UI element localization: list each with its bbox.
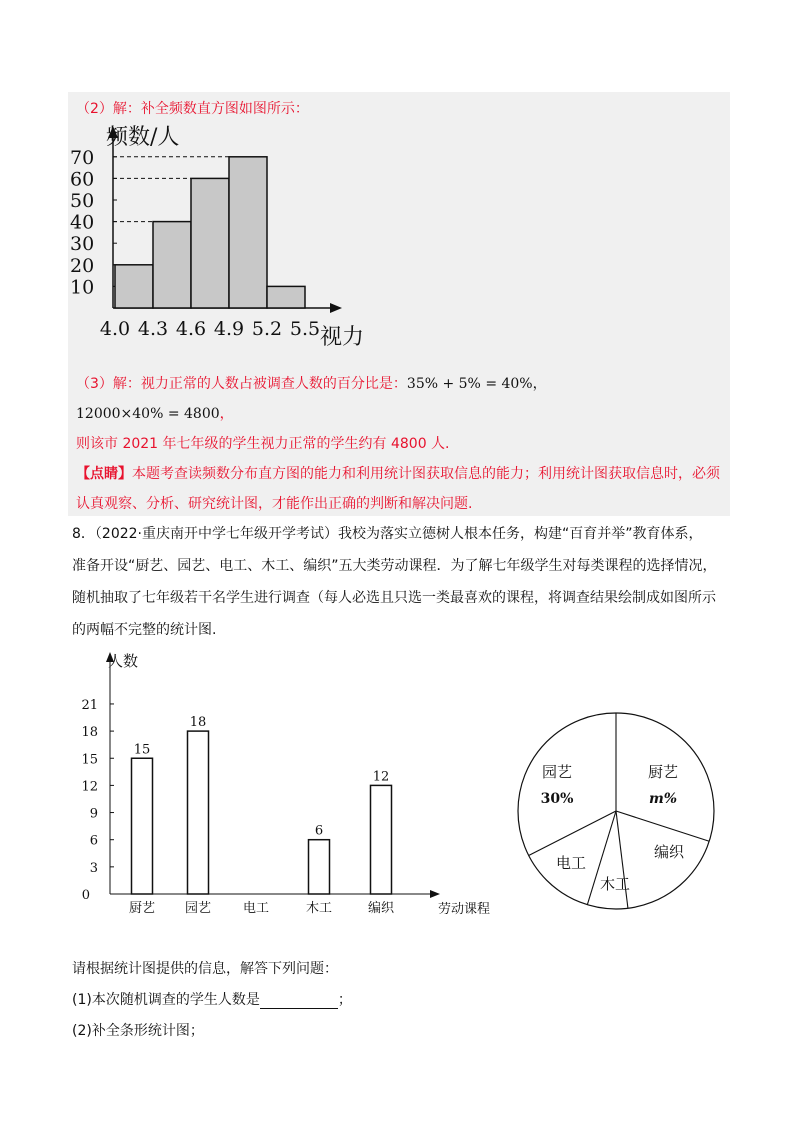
hist-bar	[267, 286, 305, 308]
hist-x-arrow	[330, 303, 342, 313]
comment-line1	[76, 463, 720, 483]
part2-label: （2）解：补全频数直方图如图所示：	[76, 101, 309, 117]
hist-y-tick-label: 40	[70, 211, 95, 234]
pie-slice-boundary	[529, 811, 616, 855]
formula-percent: 35% + 5% = 40%	[406, 376, 533, 392]
bar-chart	[70, 646, 510, 926]
question8-line4: 的两幅不完整的统计图.	[72, 622, 217, 638]
pie-slice-name: 编织	[653, 843, 685, 861]
question8-line2: 准备开设“厨艺、园艺、电工、木工、编织”五大类劳动课程．为了解七年级学生对每类课程的选择情况，	[72, 558, 717, 574]
hist-y-tick-label: 70	[70, 146, 95, 169]
bar-y-tick-label: 21	[81, 697, 98, 713]
hist-y-tick-label: 60	[70, 168, 95, 191]
bar-y-tick-label: 6	[89, 833, 98, 849]
bar-y-tick-label: 18	[81, 725, 98, 741]
hist-bar	[115, 265, 153, 308]
hist-y-tick-label: 30	[70, 233, 95, 256]
bar-4	[371, 785, 392, 894]
hist-x-tick-label: 5.5	[289, 318, 321, 340]
pie-slice-name: 园艺	[541, 763, 573, 781]
hist-x-tick-label: 4.3	[137, 318, 169, 340]
question-2: (2)补全条形统计图；	[72, 1023, 204, 1039]
comment-line2: 认真观察、分析、研究统计图，才能作出正确的判断和解决问题.	[76, 496, 473, 512]
question8-line1: 8．（2022·重庆南开中学七年级开学考试）我校为落实立德树人根本任务，构建“百育并举”教育体系，	[72, 526, 703, 542]
question-1	[72, 989, 352, 1009]
hist-bar	[229, 157, 267, 308]
formula-line	[76, 403, 234, 423]
part3-label: （3）解：视力正常的人数占被调查人数的百分比是：	[76, 376, 407, 392]
answer-blank[interactable]	[260, 994, 338, 1009]
formula-percent-tail: ，	[532, 376, 547, 392]
hist-x-tick-label: 4.6	[175, 318, 207, 340]
bar-y-tick-label: 15	[81, 752, 98, 768]
comment-tag: 【点睛】	[76, 466, 132, 482]
comment-text1: 本题考查读频数分布直方图的能力和利用统计图获取信息的能力；利用统计图获取信息时，必须	[132, 466, 720, 482]
bar-category-label: 园艺	[184, 901, 212, 916]
hist-y-tick-label: 10	[70, 276, 95, 299]
bar-xlabel: 劳动课程	[438, 902, 491, 917]
formula-product: 12000×40% = 4800	[76, 406, 220, 422]
questions-intro: 请根据统计图提供的信息，解答下列问题：	[72, 961, 338, 977]
histogram-xlabel: 视力	[320, 325, 365, 350]
bar-y-tick-label: 12	[81, 779, 98, 795]
histogram-ylabel: 频数/人	[106, 125, 180, 150]
bar-ylabel: 人数	[108, 652, 139, 670]
pie-slice-value: 30%	[540, 791, 574, 807]
conclusion: 则该市 2021 年七年级的学生视力正常的学生约有 4800 人.	[76, 436, 450, 452]
bar-value-label: 6	[314, 823, 324, 839]
bar-y-tick-label: 9	[89, 806, 98, 822]
bar-category-label: 木工	[305, 901, 333, 916]
bar-1	[188, 731, 209, 894]
bar-category-label: 编织	[367, 901, 395, 916]
bar-0	[132, 758, 153, 894]
pie-slice-boundary	[616, 811, 628, 908]
hist-x-tick-label: 5.2	[251, 318, 283, 340]
bar-category-label: 电工	[242, 901, 270, 916]
pie-slice-name: 木工	[599, 875, 631, 893]
question-1-tail: ；	[337, 992, 352, 1008]
bar-y-tick-label: 3	[89, 860, 98, 876]
pie-slice-boundary	[616, 811, 709, 841]
bar-value-label: 18	[189, 715, 207, 731]
pie-chart	[505, 700, 727, 922]
bar-3	[309, 840, 330, 894]
hist-y-tick-label: 20	[70, 254, 95, 277]
hist-bar	[191, 178, 229, 308]
pie-slice-name: 厨艺	[647, 763, 679, 781]
histogram-chart	[68, 122, 388, 352]
pie-slice-value: m%	[648, 791, 678, 807]
bar-value-label: 12	[372, 769, 390, 785]
question-1-text: (1)本次随机调查的学生人数是	[72, 992, 260, 1008]
formula-product-tail: ，	[219, 406, 234, 422]
bar-y-tick-label: 0	[81, 888, 90, 903]
bar-category-label: 厨艺	[128, 901, 156, 916]
hist-x-tick-label: 4.0	[99, 318, 131, 340]
pie-slice-name: 电工	[555, 854, 587, 872]
bar-value-label: 15	[133, 742, 151, 758]
question8-line3: 随机抽取了七年级若干名学生进行调查（每人必选且只选一类最喜欢的课程，将调查结果绘制成如图所示	[72, 590, 716, 606]
bar-x-arrow	[430, 890, 440, 898]
hist-bar	[153, 222, 191, 308]
hist-x-tick-label: 4.9	[213, 318, 245, 340]
part3-line	[76, 373, 547, 393]
hist-y-tick-label: 50	[70, 190, 95, 212]
